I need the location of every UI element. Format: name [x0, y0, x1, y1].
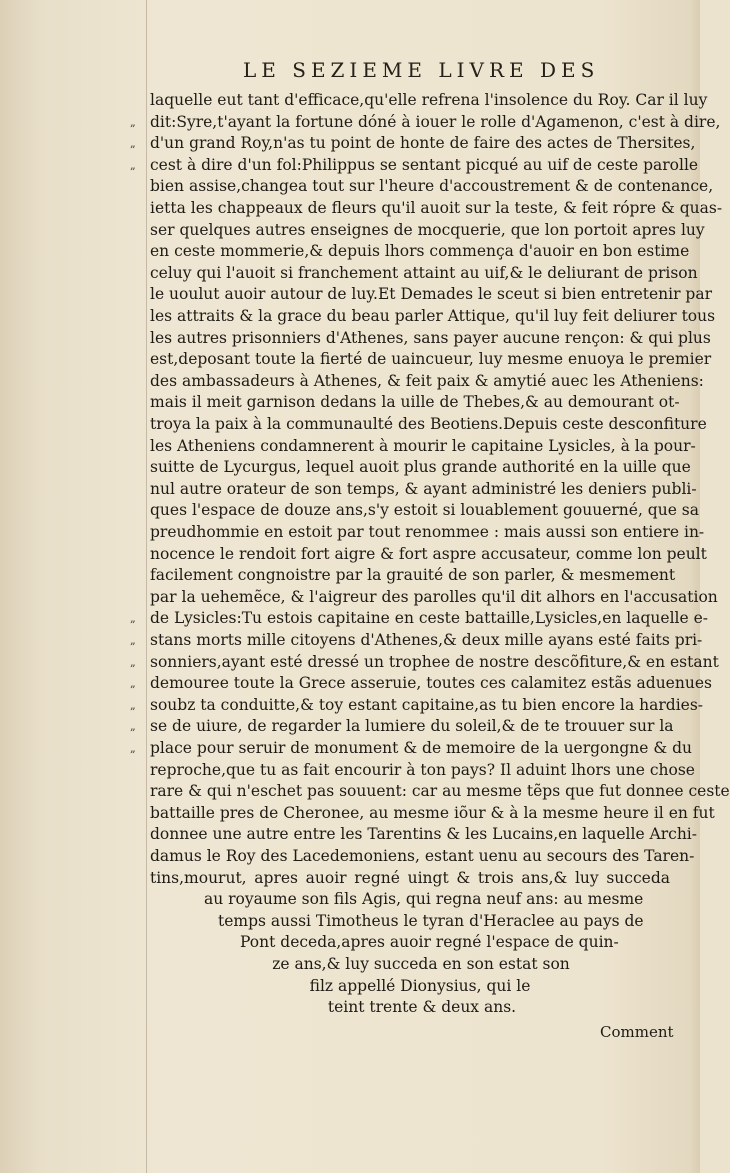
text-line: place pour seruir de monument & de memoire de la uergongne & du [150, 739, 693, 757]
text-line: laquelle eut tant d'efficace,qu'elle refrena l'insolence du Roy. Car il luy [150, 91, 708, 109]
text-line: reproche,que tu as fait encourir à ton pays? Il aduint lhors une chose [150, 760, 695, 779]
text-line: mais il meit garnison dedans la uille de Thebes,& au demourant ot- [150, 393, 680, 412]
text-line: nul autre orateur de son temps, & ayant administré les deniers publi- [150, 479, 697, 498]
text-line: temps aussi Timotheus le tyran d'Heraclee au pays de [218, 911, 644, 930]
catchword: Comment [600, 1023, 674, 1041]
text-line: sonniers,ayant esté dressé un trophee de nostre descõfiture,& en estant [150, 652, 719, 671]
text-line: en ceste mommerie,& depuis lhors commença d'auoir en bon estime [150, 242, 690, 261]
text-line: les autres prisonniers d'Athenes, sans payer aucune rençon: & qui plus [150, 328, 711, 347]
quote-mark: „ [130, 158, 136, 172]
text-line: celuy qui l'auoit si franchement attaint au uif,& le deliurant de prison [150, 263, 698, 282]
text-line: ze ans,& luy succeda en son estat son [272, 955, 570, 973]
text-line: demouree toute la Grece asseruie, toutes ces calamitez estãs aduenues [150, 674, 712, 693]
text-line: ques l'espace de douze ans,s'y estoit si louablement gouuerné, que sa [150, 501, 700, 520]
text-line: Pont deceda,apres auoir regné l'espace de quin- [240, 933, 619, 952]
text-line: bien assise,changea tout sur l'heure d'accoustrement & de contenance, [150, 177, 714, 196]
gutter-line [146, 0, 147, 1173]
text-line: dit:Syre,t'ayant la fortune dóné à iouer le rolle d'Agamenon, c'est à dire, [150, 112, 721, 131]
running-header: LE SEZIEME LIVRE DES [243, 58, 600, 82]
text-line: les attraits & la grace du beau parler Attique, qu'il luy feit deliurer tous [150, 307, 716, 325]
text-line: filz appellé Dionysius, qui le [309, 976, 531, 995]
text-line: rare & qui n'eschet pas souuent: car au mesme tẽps que fut donnee ceste [150, 782, 730, 801]
text-line: damus le Roy des Lacedemoniens, estant uenu au secours des Taren- [150, 847, 695, 865]
text-line: par la uehemẽce, & l'aigreur des parolles qu'il dit alhors en l'accusation [150, 587, 718, 606]
quote-mark: „ [130, 115, 136, 129]
text-line: d'un grand Roy,n'as tu point de honte de faire des actes de Thersites, [150, 134, 696, 153]
quote-mark: „ [130, 612, 136, 626]
text-line: nocence le rendoit fort aigre & fort aspre accusateur, comme lon peult [150, 544, 707, 563]
text-line: des ambassadeurs à Athenes, & feit paix & amytié auec les Atheniens: [150, 371, 704, 390]
text-line: se de uiure, de regarder la lumiere du soleil,& de te trouuer sur la [150, 717, 674, 736]
text-line: soubz ta conduitte,& toy estant capitaine,as tu bien encore la hardies- [150, 695, 704, 714]
text-line: teint trente & deux ans. [327, 998, 517, 1017]
text-line: de Lysicles:Tu estois capitaine en ceste battaille,Lysicles,en laquelle e- [150, 609, 708, 628]
text-line: suitte de Lycurgus, lequel auoit plus grande authorité en la uille que [150, 458, 691, 477]
text-line: stans morts mille citoyens d'Athenes,& deux mille ayans esté faits pri- [150, 631, 703, 649]
text-line: le uoulut auoir autour de luy.Et Demades le sceut si bien entretenir par [150, 285, 712, 304]
text-line: facilement congnoistre par la grauité de son parler, & mesmement [150, 566, 676, 585]
text-line: est,deposant toute la fierté de uaincueur, luy mesme enuoya le premier [150, 350, 712, 369]
quote-mark: „ [130, 137, 136, 151]
text-line: ietta les chappeaux de fleurs qu'il auoit sur la teste, & feit rópre & quas- [150, 199, 723, 217]
text-line: tins,mourut, apres auoir regné uingt & trois ans,& luy succeda [150, 868, 670, 887]
quote-mark: „ [130, 677, 136, 691]
text-line: battaille pres de Cheronee, au mesme iõur & à la mesme heure il en fut [150, 803, 715, 822]
text-line: preudhommie en estoit par tout renommee : mais aussi son entiere in- [150, 523, 705, 541]
text-line: ser quelques autres enseignes de mocquerie, que lon portoit apres luy [150, 220, 705, 239]
quote-mark: „ [130, 634, 136, 647]
quote-mark: „ [130, 655, 136, 669]
quote-mark: „ [130, 742, 136, 755]
quote-mark: „ [130, 720, 136, 734]
text-line: cest à dire d'un fol:Philippus se sentant picqué au uif de ceste parolle [150, 155, 699, 174]
text-line: troya la paix à la communaulté des Beotiens.Depuis ceste desconfiture [150, 415, 707, 433]
quote-mark: „ [130, 698, 136, 712]
text-line: les Atheniens condamnerent à mourir le capitaine Lysicles, à la pour- [150, 436, 696, 455]
text-line: au royaume son fils Agis, qui regna neuf ans: au mesme [204, 890, 644, 909]
text-line: donnee une autre entre les Tarentins & les Lucains,en laquelle Archi- [150, 825, 698, 844]
